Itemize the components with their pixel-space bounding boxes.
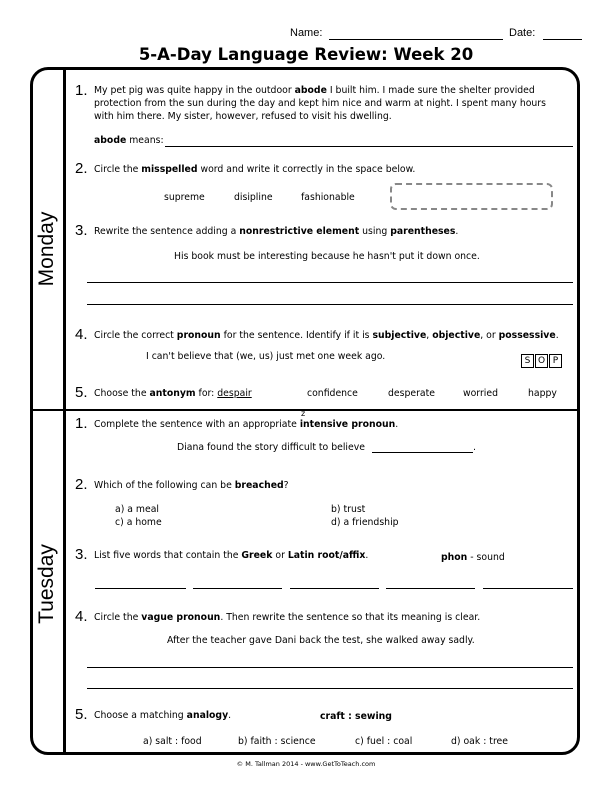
tuesday-q1-period: .	[473, 442, 476, 453]
tuesday-q5-choice[interactable]: a) salt : food	[143, 736, 202, 747]
tuesday-q3-answer-line[interactable]	[290, 588, 379, 589]
monday-q5-prompt: Choose the antonym for: despair	[94, 388, 252, 399]
tuesday-q3-answer-line[interactable]	[386, 588, 475, 589]
monday-q5-choice[interactable]: happy	[528, 388, 557, 399]
name-line[interactable]	[329, 39, 503, 40]
monday-q1-line2: protection from the sun during the day and kept him nice and warm at night. I spent many hours	[94, 98, 546, 109]
day-label-tuesday: Tuesday	[35, 544, 58, 624]
tuesday-q2-prompt: Which of the following can be breached?	[94, 480, 289, 491]
tuesday-q4-answer-line[interactable]	[87, 688, 573, 689]
day-column-divider	[63, 69, 66, 754]
monday-q2-number: 2.	[75, 160, 88, 177]
monday-q2-prompt: Circle the misspelled word and write it correctly in the space below.	[94, 164, 416, 175]
monday-q3-prompt: Rewrite the sentence adding a nonrestrictive element using parentheses.	[94, 226, 459, 237]
sop-box-p[interactable]: P	[549, 354, 562, 368]
tuesday-q4-number: 4.	[75, 608, 88, 625]
monday-q2-answer-box[interactable]	[390, 183, 553, 210]
tuesday-q5-choice[interactable]: d) oak : tree	[451, 736, 508, 747]
sop-box-s[interactable]: S	[521, 354, 534, 368]
tuesday-q1-number: 1.	[75, 415, 88, 432]
monday-q3-answer-line[interactable]	[87, 282, 573, 283]
monday-q2-word[interactable]: supreme	[164, 192, 205, 203]
monday-q5-number: 5.	[75, 384, 88, 401]
tuesday-q5-prompt: Choose a matching analogy.	[94, 710, 232, 721]
date-label: Date:	[509, 27, 536, 39]
tuesday-q2-option[interactable]: b) trust	[331, 504, 366, 515]
monday-q4-sop-boxes	[520, 348, 562, 368]
monday-q5-choice[interactable]: desperate	[388, 388, 435, 399]
monday-q1-answer-line[interactable]	[165, 146, 573, 147]
monday-q3-answer-line[interactable]	[87, 304, 573, 305]
monday-q1-line3: with him there. My sister, however, refused to visit his dwelling.	[94, 111, 392, 122]
name-label: Name:	[290, 27, 323, 39]
monday-q5-choice[interactable]: worried	[463, 388, 498, 399]
monday-q1-prompt: abode means:	[94, 135, 164, 146]
monday-q1-number: 1.	[75, 82, 88, 99]
tuesday-q3-prompt: List five words that contain the Greek or Latin root/affix.	[94, 550, 369, 561]
tuesday-q4-answer-line[interactable]	[87, 667, 573, 668]
sop-box-o[interactable]: O	[535, 354, 548, 368]
monday-q3-number: 3.	[75, 222, 88, 239]
tuesday-q4-prompt: Circle the vague pronoun. Then rewrite the sentence so that its meaning is clear.	[94, 612, 481, 623]
day-label-monday: Monday	[35, 211, 58, 287]
tuesday-q4-sentence: After the teacher gave Dani back the test, she walked away sadly.	[167, 635, 475, 646]
tuesday-q3-answer-line[interactable]	[483, 588, 573, 589]
tuesday-q2-number: 2.	[75, 476, 88, 493]
tuesday-q1-sentence: Diana found the story difficult to believe	[177, 442, 365, 453]
tuesday-q1-prompt: Complete the sentence with an appropriate intensive pronoun.	[94, 419, 399, 430]
monday-q1-line1: My pet pig was quite happy in the outdoor abode I built him. I made sure the shelter provided	[94, 85, 535, 96]
stray-mark: z	[301, 409, 306, 418]
tuesday-q1-answer-line[interactable]	[372, 452, 473, 453]
monday-q5-choice[interactable]: confidence	[307, 388, 358, 399]
footer-copyright: © M. Tallman 2014 - www.GetToTeach.com	[236, 760, 376, 768]
monday-q2-word[interactable]: fashionable	[301, 192, 355, 203]
tuesday-q3-answer-line[interactable]	[193, 588, 282, 589]
tuesday-q5-pair: craft : sewing	[320, 711, 392, 722]
tuesday-q5-choice[interactable]: b) faith : science	[238, 736, 316, 747]
tuesday-q2-option[interactable]: c) a home	[115, 517, 162, 528]
tuesday-q5-number: 5.	[75, 706, 88, 723]
tuesday-q2-option[interactable]: d) a friendship	[331, 517, 399, 528]
tuesday-q2-option[interactable]: a) a meal	[115, 504, 159, 515]
page-title: 5-A-Day Language Review: Week 20	[138, 45, 474, 64]
date-line[interactable]	[543, 39, 582, 40]
tuesday-q5-choice[interactable]: c) fuel : coal	[355, 736, 413, 747]
tuesday-q3-answer-line[interactable]	[95, 588, 186, 589]
monday-q2-word[interactable]: disipline	[234, 192, 273, 203]
monday-q4-prompt: Circle the correct pronoun for the sentence. Identify if it is subjective, objective, or possessive.	[94, 330, 559, 341]
monday-q3-sentence: His book must be interesting because he hasn't put it down once.	[174, 251, 480, 262]
monday-q4-number: 4.	[75, 326, 88, 343]
tuesday-q3-number: 3.	[75, 546, 88, 563]
tuesday-q3-root: phon - sound	[441, 552, 505, 563]
monday-q4-sentence: I can't believe that (we, us) just met one week ago.	[146, 351, 386, 362]
